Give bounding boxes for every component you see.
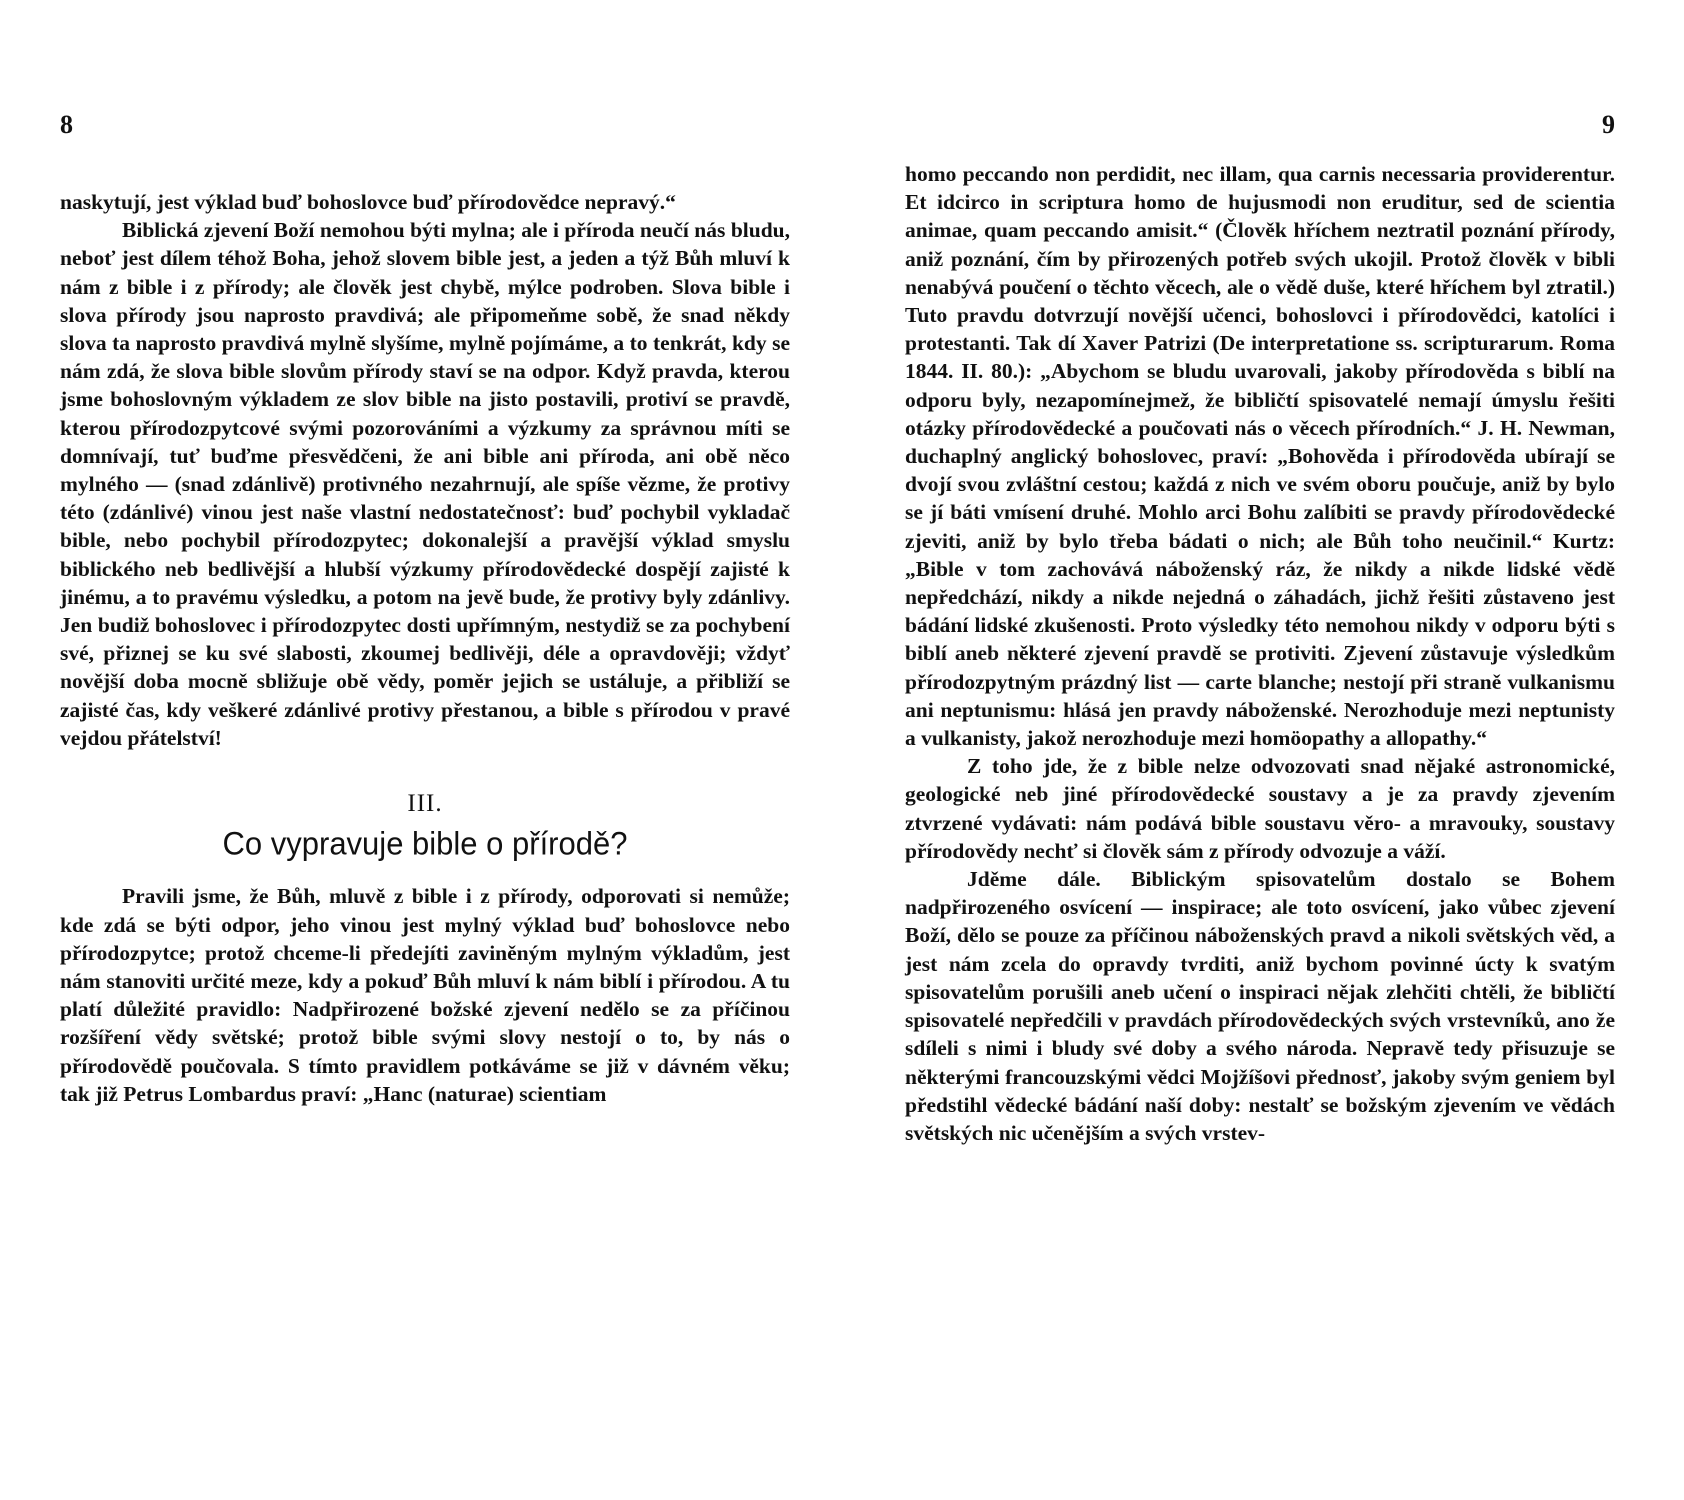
paragraph: Z toho jde, že z bible nelze odvozovati snad nějaké astronomické, geologické neb jiné přírodovědecké soustavy a je za pravdy zjevením ztvrzené vydávati: nám podává bible soustavu věro- a mravouky, soustavy přírodovědy nechť si člověk sám z přírody odvozuje a váží. — [905, 754, 1615, 863]
paragraph: Biblická zjevení Boží nemohou býti mylna; ale i příroda neučí nás bludu, neboť jest dílem téhož Boha, jehož slovem bible jest, a jeden a týž Bůh mluví k nám z bible i z přírody; ale člověk jest chybě, mýlce podroben. Slova bible i slova přírody jsou naprosto pravdivá; ale připomeňme sobě, že snad někdy slova ta naprosto pravdivá mylně slyšíme, mylně pojímáme, a to tenkrát, kdy se nám zdá, že slova bible slovům přírody staví se na odpor. Když pravda, kterou jsme bohoslovným výkladem ze slov bible na jisto postavili, protiví se pravdě, kterou přírodozpytcové svými pozorováními a výzkumy za správnou míti se domnívají, tuť buďme přesvědčeni, že ani bible ani příroda, ani obě něco mylného — (snad zdánlivě) protivného nezahrnují, ale spíše vězme, že protivy této (zdánlivé) vinou jest naše vlastní nedostatečnosť: buď pochybil vykladač bible, nebo pochybil přírodozpytec; dokonalejší a pravější výklad smyslu biblického neb bedlivější a hlubší výzkumy přírodovědecké dospějí zajisté k jinému, a to pravému výsledku, a potom na jevě bude, že protivy byly zdánlivy. Jen budiž bohoslovec i přírodozpytec dosti upřímným, nestydiž se za pochybení své, přiznej se ku své slabosti, zkoumej bedlivěji, déle a opravdověji; vždyť novější doba mocně sbližuje obě vědy, poměr jejich se ustáluje, a přibliží se zajisté čas, kdy veškeré zdánlivé protivy přestanou, a bible s přírodou v pravé vejdou přátelství! — [60, 218, 790, 750]
page-number: 9 — [1602, 110, 1615, 139]
paragraph: Pravili jsme, že Bůh, mluvě z bible i z přírody, odporovati si nemůže; kde zdá se býti odpor, jeho vinou jest mylný výklad buď bohoslovce nebo přírodozpytce; protož chceme-li předejíti zaviněným mylným výkladům, jest nám stanoviti určité meze, kdy a pokuď Bůh mluví k nám biblí i přírodou. A tu platí důležité pravidlo: Nadpřirozené božské zjevení nedělo se za příčinou rozšíření vědy světské; protož bible svými slovy nestojí o to, by nás o přírodovědě poučovala. S tímto pravidlem potkáváme se již v dávném věku; tak již Petrus Lombardus praví: „Hanc (naturae) scientiam — [60, 884, 790, 1106]
page-text — [905, 160, 1615, 1147]
section-number: III. — [407, 790, 443, 818]
section-title: Co vypravuje bible o přírodě? — [222, 825, 628, 863]
paragraph: naskytují, jest výklad buď bohoslovce buď přírodovědce nepravý.“ — [60, 190, 676, 214]
page-number: 8 — [60, 110, 73, 139]
paragraph: homo peccando non perdidit, nec illam, qua carnis necessaria providerentur. Et idcirco in scriptura homo de hujusmodi non eruditur, sed de scientia animae, quam peccando amisit.“ (Člověk hříchem neztratil poznání přírody, aniž poznání, čím by přirozených potřeb svých ukojil. Protož člověk v bibli nenabývá poučení o těchto věcech, ale o vědě duše, které hříchem byl ztratil.) Tuto pravdu dotvrzují novější učenci, bohoslovci i přírodovědci, katolíci i protestanti. Tak dí Xaver Patrizi (De interpretatione ss. scripturarum. Roma 1844. II. 80.): „Abychom se bludu uvarovali, jakoby přírodověda s biblí na odporu byly, nezapomínejmež, že bibličtí spisovatelé nemají úmyslu řešiti otázky přírodovědecké a poučovati nás o věcech přírodních.“ J. H. Newman, duchaplný anglický bohoslovec, praví: „Bohověda i přírodověda ubírají se dvojí svou zvláštní cestou; každá z nich ve svém oboru poučuje, aniž by bylo se jí báti vmísení druhé. Mohlo arci Bohu zalíbiti se pravdy přírodovědecké zjeviti, aniž by bylo třeba bádati o nich; ale Bůh toho neučinil.“ Kurtz: „Bible v tom zachovává náboženský ráz, že nikdy a nikde lidské vědě nepředchází, nikdy a nikde nejedná o záhadách, jichž řešiti zůstaveno jest bádání lidské zkušenosti. Proto výsledky této nemohou nikdy v odporu býti s biblí aneb některé zjevení pravdě se protiviti. Zjevení zůstavuje výsledkům přírodozpytným prázdný list — carte blanche; nestojí při straně vulkanismu ani neptunismu: hlásá jen pravdy náboženské. Nerozhoduje mezi neptunisty a vulkanisty, jakož nerozhoduje mezi homöopathy a allopathy.“ — [905, 162, 1615, 751]
paragraph: Jděme dále. Biblickým spisovatelům dostalo se Bohem nadpřirozeného osvícení — inspirace; ale toto osvícení, jako vůbec zjevení Boží, dělo se pouze za příčinou náboženských pravd a nikoli světských věd, a jest nám zcela do opravdy tvrditi, aniž bychom povinné úcty k svatým spisovatelům porušili aneb učení o inspiraci nějak zlehčiti chtěli, že bibličtí spisovatelé nepředčili v pravdách přírodovědeckých svých vrstevníků, ano že sdíleli s nimi i bludy své doby a svého národa. Nepravě tedy přisuzuje se některými francouzskými vědci Mojžíšovi přednosť, jakoby svým geniem byl předstihl vědecké bádání naší doby: nestalť se božským zjevením ve vědách světských nic učenějším a svých vrstev- — [905, 867, 1615, 1145]
page-text — [60, 188, 790, 1108]
